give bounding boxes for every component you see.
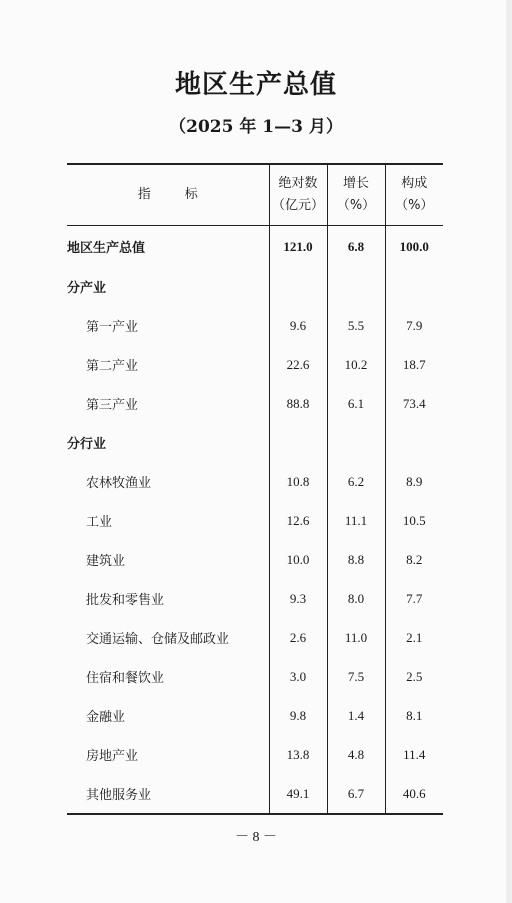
row-share: 40.6: [385, 774, 443, 814]
table-row-section: [67, 423, 443, 462]
row-name: 交通运输、仓储及邮政业: [86, 632, 230, 647]
row-share: 73.4: [385, 384, 443, 423]
row-share: 8.9: [385, 462, 443, 501]
row-name: 金融业: [86, 710, 126, 725]
row-name: 第一产业: [86, 320, 139, 335]
header-share: [385, 164, 443, 226]
header-growth-label: 增长: [342, 176, 369, 191]
row-growth: [327, 423, 385, 462]
row-share: 100.0: [385, 226, 443, 268]
row-share: 18.7: [385, 345, 443, 384]
row-growth: 11.0: [327, 618, 385, 657]
row-name: 工业: [86, 515, 113, 530]
page-edge: [506, 0, 512, 903]
row-growth: 6.8: [327, 226, 385, 268]
page-title: 地区生产总值: [174, 70, 337, 100]
table-row: [67, 774, 443, 814]
page-subtitle: （2025 年 1—3 月）: [169, 117, 343, 137]
table-row-total: [67, 226, 443, 268]
row-share: 8.2: [385, 540, 443, 579]
row-value: 9.3: [269, 579, 327, 618]
header-absolute-unit: （亿元）: [271, 198, 324, 213]
row-name: 其他服务业: [67, 774, 269, 814]
row-value: 121.0: [269, 226, 327, 268]
row-value: 9.8: [269, 696, 327, 735]
row-value: 13.8: [269, 735, 327, 774]
row-growth: [327, 267, 385, 306]
row-share: 2.5: [385, 657, 443, 696]
row-share: 2.1: [385, 618, 443, 657]
row-value: 3.0: [269, 657, 327, 696]
row-growth: 4.8: [327, 735, 385, 774]
row-name: 房地产业: [86, 749, 139, 764]
header-growth-unit: （%）: [336, 198, 376, 213]
header-growth: [327, 164, 385, 226]
table-row: [67, 306, 443, 345]
table-row-section: [67, 267, 443, 306]
table-row: [67, 618, 443, 657]
row-growth: 8.8: [327, 540, 385, 579]
table-row: [67, 657, 443, 696]
row-share: 7.7: [385, 579, 443, 618]
row-value: 10.0: [269, 540, 327, 579]
row-name: 第二产业: [86, 359, 139, 374]
row-growth: 6.2: [327, 462, 385, 501]
row-value: 2.6: [269, 618, 327, 657]
page-number: － 8 －: [235, 830, 277, 845]
row-value: 10.8: [269, 462, 327, 501]
row-growth: 6.1: [327, 384, 385, 423]
row-name: 第三产业: [86, 398, 139, 413]
table-row: [67, 540, 443, 579]
header-absolute: [269, 164, 327, 226]
header-absolute-label: 绝对数: [278, 176, 318, 191]
row-growth: 7.5: [327, 657, 385, 696]
row-growth: 1.4: [327, 696, 385, 735]
table-row: [67, 735, 443, 774]
row-value: 9.6: [269, 306, 327, 345]
row-value: 22.6: [269, 345, 327, 384]
row-share: [385, 267, 443, 306]
row-value: [269, 267, 327, 306]
table-row: [67, 345, 443, 384]
row-name: 住宿和餐饮业: [86, 671, 165, 686]
row-share: 8.1: [385, 696, 443, 735]
row-growth: 10.2: [327, 345, 385, 384]
row-growth: 5.5: [327, 306, 385, 345]
row-name: 农林牧渔业: [86, 476, 152, 491]
row-share: [385, 423, 443, 462]
table-header: [67, 164, 443, 226]
row-growth: 8.0: [327, 579, 385, 618]
row-value: 88.8: [269, 384, 327, 423]
row-share: 7.9: [385, 306, 443, 345]
row-value: 12.6: [269, 501, 327, 540]
table-row: [67, 462, 443, 501]
row-name: 建筑业: [86, 554, 126, 569]
header-indicator: 指标: [67, 164, 269, 226]
row-share: 10.5: [385, 501, 443, 540]
row-value: 49.1: [269, 774, 327, 814]
row-value: [269, 423, 327, 462]
table-row: [67, 384, 443, 423]
section-heading: 分产业: [67, 281, 107, 296]
header-share-unit: （%）: [395, 198, 434, 213]
row-share: 11.4: [385, 735, 443, 774]
table-body: [67, 226, 443, 815]
row-name: 地区生产总值: [67, 241, 146, 256]
table-row: [67, 579, 443, 618]
row-growth: 11.1: [327, 501, 385, 540]
header-share-label: 构成: [401, 176, 428, 191]
table-row: [67, 501, 443, 540]
table-row: [67, 696, 443, 735]
row-name: 批发和零售业: [86, 593, 165, 608]
section-heading: 分行业: [67, 437, 107, 452]
row-growth: 6.7: [327, 774, 385, 814]
gdp-table: [67, 163, 443, 815]
